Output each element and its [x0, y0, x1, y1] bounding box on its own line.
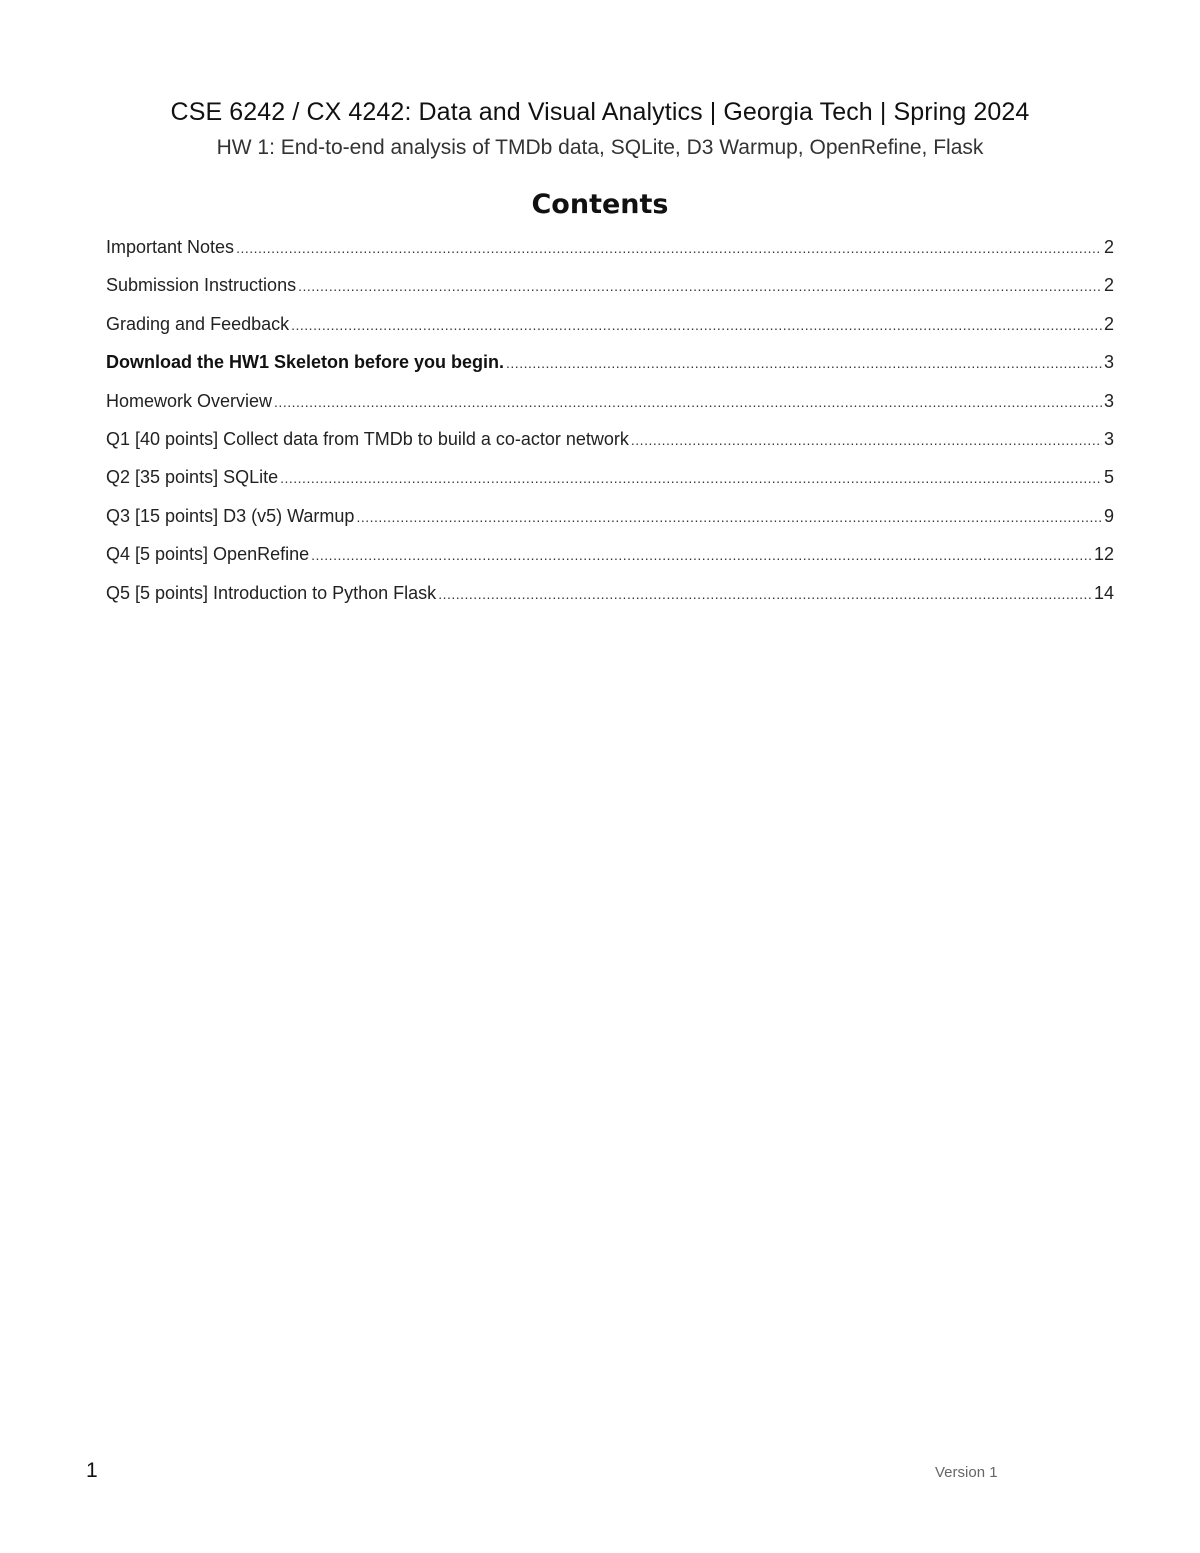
toc-entry-q4[interactable] — [106, 539, 1114, 577]
toc-entry-label: Important Notes — [106, 237, 235, 257]
toc-entry-label: Q5 [5 points] Introduction to Python Flask — [106, 582, 437, 603]
toc-entry-label: Grading and Feedback — [106, 313, 290, 334]
toc-entry-q5[interactable] — [106, 578, 1114, 616]
toc-entry-grading-and-feedback[interactable] — [106, 309, 1114, 347]
document-subtitle: HW 1: End-to-end analysis of TMDb data, SQLite, D3 Warmup, OpenRefine, Flask — [216, 136, 984, 159]
toc-dot-leader — [438, 579, 1092, 609]
toc-entry-label: Q1 [40 points] Collect data from TMDb to build a co-actor network — [106, 428, 629, 449]
toc-dot-leader — [356, 502, 1102, 532]
toc-page-number: 2 — [1103, 275, 1114, 296]
toc-page-number: 14 — [1093, 582, 1114, 603]
page-number: 1 — [86, 1459, 98, 1482]
toc-page-number: 3 — [1103, 428, 1114, 449]
toc-page-number: 12 — [1093, 544, 1114, 565]
toc-entry-q1[interactable] — [106, 424, 1114, 462]
toc-entry-homework-overview[interactable] — [106, 386, 1114, 424]
toc-dot-leader — [298, 271, 1102, 301]
toc-entry-label: Q3 [15 points] D3 (v5) Warmup — [106, 505, 355, 526]
toc-dot-leader — [236, 233, 1102, 263]
toc-entry-label: Q4 [5 points] OpenRefine — [106, 544, 310, 565]
toc-entry-label: Download the HW1 Skeleton before you begin. — [106, 352, 505, 373]
table-of-contents — [106, 232, 1114, 616]
document-title: CSE 6242 / CX 4242: Data and Visual Analytics | Georgia Tech | Spring 2024 — [170, 98, 1030, 126]
toc-page-number: 3 — [1103, 352, 1114, 373]
contents-heading: Contents — [531, 189, 669, 220]
toc-page-number: 9 — [1103, 505, 1114, 526]
toc-entry-q3[interactable] — [106, 501, 1114, 539]
toc-entry-important-notes[interactable] — [106, 232, 1114, 270]
toc-entry-label: Homework Overview — [106, 390, 273, 411]
toc-dot-leader — [280, 463, 1102, 493]
toc-dot-leader — [631, 425, 1102, 455]
toc-dot-leader — [274, 387, 1102, 417]
toc-page-number: 3 — [1103, 390, 1114, 411]
toc-entry-download-skeleton[interactable] — [106, 347, 1114, 385]
toc-dot-leader — [506, 348, 1102, 378]
version-label: Version 1 — [935, 1464, 998, 1481]
toc-page-number: 2 — [1103, 313, 1114, 334]
toc-page-number: 5 — [1103, 467, 1114, 488]
toc-entry-label: Q2 [35 points] SQLite — [106, 467, 279, 488]
toc-entry-label: Submission Instructions — [106, 275, 297, 296]
toc-entry-q2[interactable] — [106, 462, 1114, 500]
toc-page-number: 2 — [1103, 237, 1114, 257]
toc-entry-submission-instructions[interactable] — [106, 270, 1114, 308]
toc-dot-leader — [311, 540, 1092, 570]
toc-dot-leader — [291, 310, 1102, 340]
